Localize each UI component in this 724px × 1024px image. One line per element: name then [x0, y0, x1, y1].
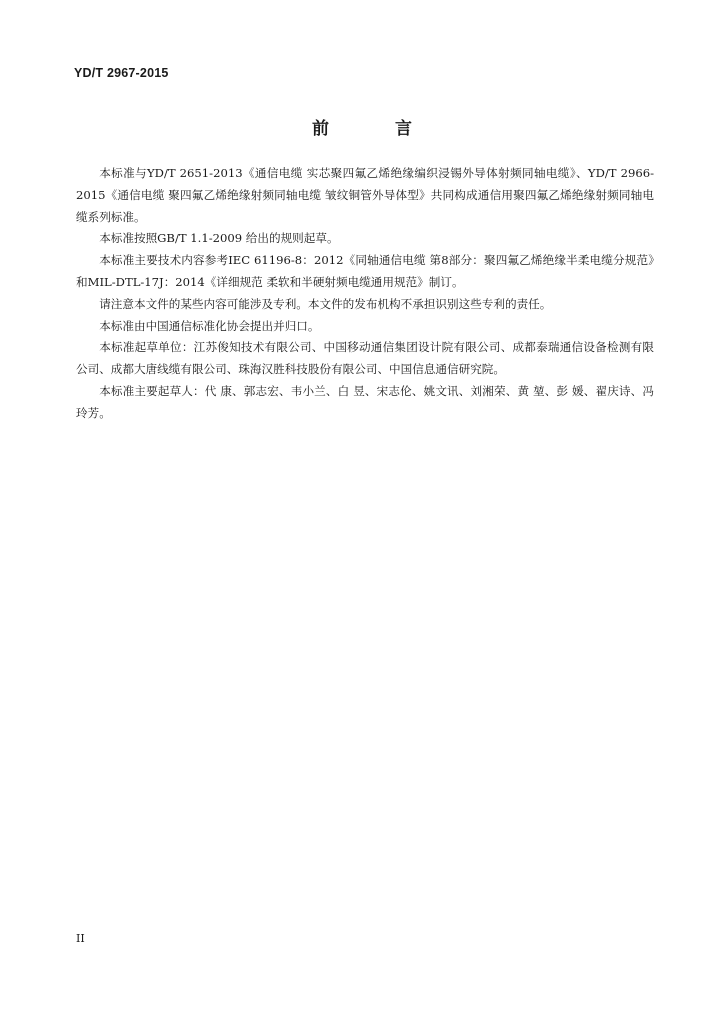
document-id: YD/T 2967-2015 — [74, 66, 169, 80]
paragraph-drafting-units: 本标准起草单位：江苏俊知技术有限公司、中国移动通信集团设计院有限公司、成都泰瑞通信设备检测有限公司、成都大唐线缆有限公司、珠海汉胜科技股份有限公司、中国信息通信研究院。 — [76, 340, 654, 377]
paragraph-drafting-rules: 本标准按照GB/T 1.1-2009 给出的规则起草。 — [99, 231, 339, 246]
section-title: 前 言 — [312, 119, 442, 139]
foreword-body — [76, 163, 654, 425]
paragraph-series: 本标准与YD/T 2651-2013《通信电缆 实芯聚四氟乙烯绝缘编织浸锡外导体射频同轴电缆》、YD/T 2966-2015《通信电缆 聚四氟乙烯绝缘射频同轴电缆 皱纹铜管外导体型》共同构成通信用聚四氟乙烯绝缘射频同轴电缆系列标准。 — [76, 166, 654, 224]
paragraph-drafters: 本标准主要起草人：代 康、郭志宏、韦小兰、白 昱、宋志伦、姚文讯、刘湘荣、黄 堃、彭 媛、翟庆诗、冯玲芳。 — [76, 383, 654, 420]
paragraph-patent-notice: 请注意本文件的某些内容可能涉及专利。本文件的发布机构不承担识别这些专利的责任。 — [99, 296, 552, 311]
paragraph-references: 本标准主要技术内容参考IEC 61196-8：2012《同轴通信电缆 第8部分：聚四氟乙烯绝缘半柔电缆分规范》和MIL-DTL-17J：2014《详细规范 柔软和半硬射频电缆通用规范》制订。 — [76, 253, 654, 289]
paragraph-proposer: 本标准由中国通信标准化协会提出并归口。 — [99, 318, 320, 333]
page-number: II — [76, 932, 85, 945]
